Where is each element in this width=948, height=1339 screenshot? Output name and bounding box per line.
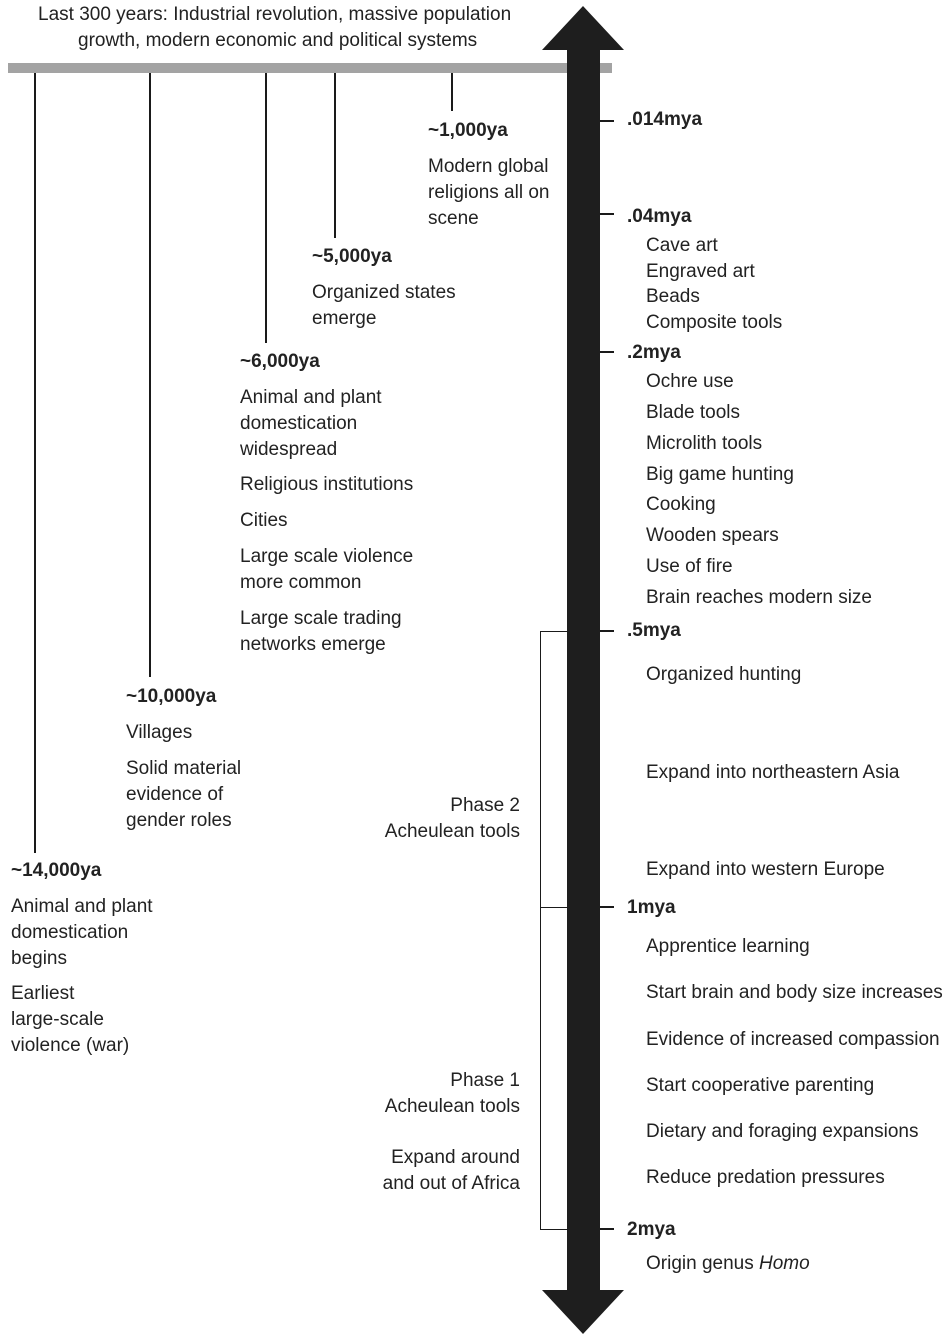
phase-bracket-bottom [540,1229,568,1230]
phase-bracket-line [540,631,541,1229]
item-1mya: Reduce predation pressures [646,1167,885,1188]
event-10000ya-gender-roles [126,756,241,834]
phase-bracket-mid [540,907,568,908]
origin-homo-italic: Homo [759,1253,810,1274]
item-5mya: Expand into western Europe [646,859,885,880]
event-5000ya [312,280,456,332]
text-line: evidence of [126,784,224,805]
label-2mya: 2mya [627,1219,676,1240]
text-line: Expand around [391,1147,520,1168]
label-2mya-point: .2mya [627,342,681,363]
item-2mya-point: Ochre use [646,371,734,392]
text-line: Animal and plant [11,896,153,917]
text-line: Large scale trading [240,608,402,629]
phase-bracket-top [540,631,568,632]
text-line: Organized states [312,282,456,303]
date-14000ya: ~14,000ya [11,860,102,881]
event-1000ya [428,154,549,232]
tick-014mya [600,120,614,122]
item-2mya-point: Cooking [646,494,716,515]
event-10000ya-villages: Villages [126,722,193,743]
event-14000ya-war [11,981,129,1059]
text-line: Phase 2 [450,795,520,816]
event-6000ya-cities: Cities [240,510,288,531]
date-6000ya: ~6,000ya [240,351,320,372]
text-line: violence (war) [11,1035,130,1056]
item-2mya-point: Microlith tools [646,433,763,454]
connector-6000ya [265,73,267,343]
text-line: emerge [312,308,377,329]
event-6000ya-violence [240,544,413,596]
date-1000ya: ~1,000ya [428,120,508,141]
tick-5mya [600,630,614,632]
event-6000ya-trading [240,606,402,658]
connector-5000ya [334,73,336,238]
item-04mya: Cave art [646,235,718,256]
connector-1000ya [451,73,453,111]
item-04mya: Engraved art [646,261,755,282]
label-1mya: 1mya [627,897,676,918]
text-line: scene [428,208,479,229]
item-04mya: Beads [646,286,700,307]
text-line: gender roles [126,810,232,831]
item-04mya: Composite tools [646,312,783,333]
item-1mya: Start brain and body size increases [646,982,943,1003]
item-2mya-point: Wooden spears [646,525,779,546]
item-1mya: Apprentice learning [646,936,810,957]
connector-10000ya [149,73,151,677]
text-line: widespread [240,439,338,460]
item-2mya-point: Big game hunting [646,464,794,485]
text-line: domestication [11,922,129,943]
event-6000ya-domestication [240,385,382,463]
header-line-1: Last 300 years: Industrial revolution, massive population [38,4,512,25]
date-10000ya: ~10,000ya [126,686,217,707]
item-5mya: Organized hunting [646,664,802,685]
item-5mya: Expand into northeastern Asia [646,762,900,783]
event-6000ya-religion: Religious institutions [240,474,414,495]
text-line: large-scale [11,1009,104,1030]
item-1mya: Evidence of increased compassion [646,1029,940,1050]
text-line: begins [11,948,67,969]
text-line: Acheulean tools [384,1096,520,1117]
tick-1mya [600,906,614,908]
date-5000ya: ~5,000ya [312,246,392,267]
phase-2-label [385,793,520,845]
text-line: and out of Africa [382,1173,520,1194]
tick-2mya [600,1228,614,1230]
item-2mya-point: Brain reaches modern size [646,587,872,608]
label-014mya: .014mya [627,109,703,130]
text-line: domestication [240,413,358,434]
text-line: networks emerge [240,634,386,655]
arrow-shaft-and-heads [542,6,624,1334]
tick-04mya [600,213,614,215]
text-line: religions all on [428,182,550,203]
header-line-2: growth, modern economic and political systems [78,30,478,51]
label-5mya: .5mya [627,620,681,641]
text-line: Large scale violence [240,546,414,567]
expand-africa-label [383,1145,520,1197]
event-14000ya-domestication [11,894,153,972]
origin-prefix: Origin genus [646,1253,760,1274]
connector-14000ya [34,73,36,853]
item-2mya-point: Use of fire [646,556,733,577]
text-line: Animal and plant [240,387,382,408]
text-line: Solid material [126,758,242,779]
text-line: Phase 1 [450,1070,520,1091]
text-line: Acheulean tools [384,821,520,842]
item-origin-homo [646,1251,810,1277]
text-line: more common [240,572,362,593]
item-1mya: Start cooperative parenting [646,1075,875,1096]
tick-2mya-point [600,351,614,353]
label-04mya: .04mya [627,206,692,227]
text-line: Modern global [428,156,549,177]
phase-1-label [385,1068,520,1120]
item-1mya: Dietary and foraging expansions [646,1121,919,1142]
text-line: Earliest [11,983,75,1004]
item-2mya-point: Blade tools [646,402,741,423]
